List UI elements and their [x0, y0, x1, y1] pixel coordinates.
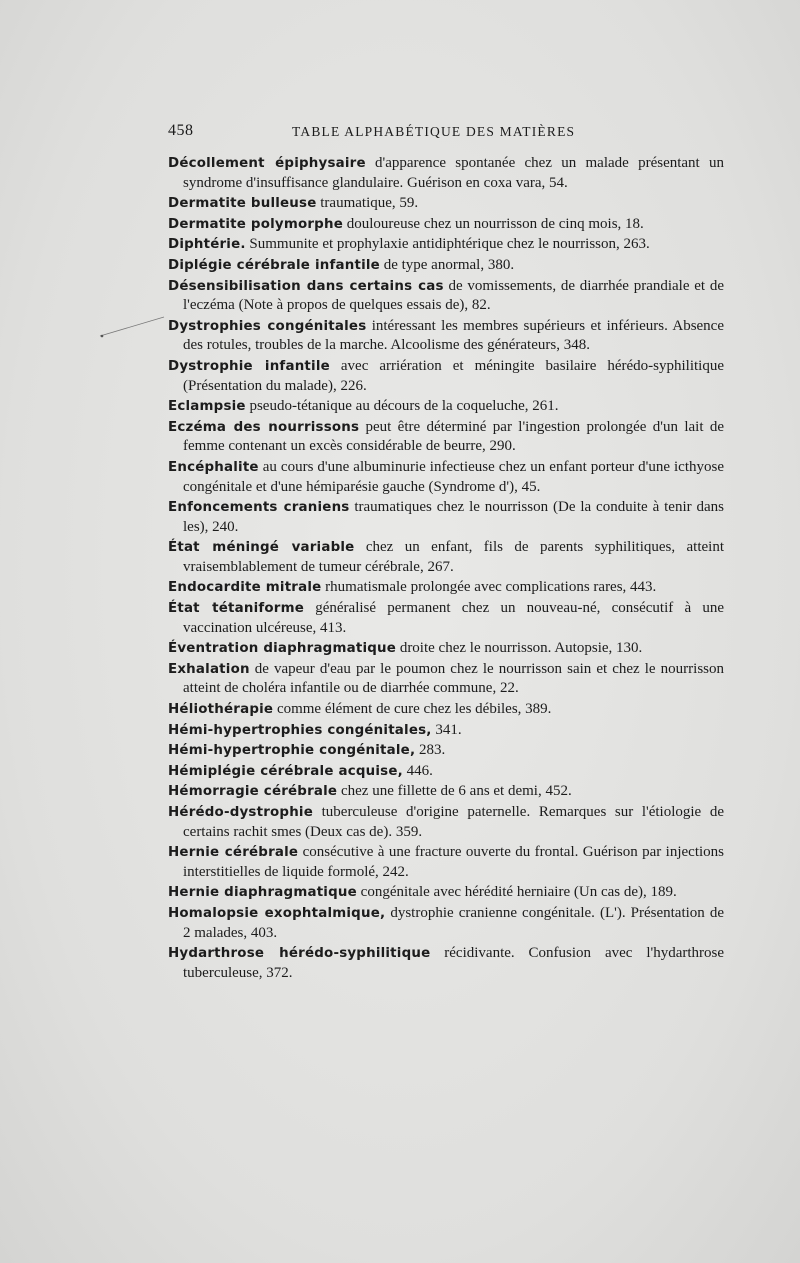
index-entry-term: Dystrophies congénitales	[168, 318, 367, 334]
index-entry-term: Hérédo-dystrophie	[168, 805, 313, 820]
index-entry-term: Hydarthrose hérédo-syphilitique	[168, 946, 431, 962]
index-entry	[168, 843, 724, 882]
index-entry-text: 283.	[415, 742, 446, 759]
index-entry	[168, 235, 724, 255]
index-entry	[168, 803, 724, 842]
index-entry	[168, 660, 724, 699]
index-entry-term: Désensibilisation dans certains cas	[168, 278, 444, 294]
index-entry	[168, 256, 724, 276]
index-entry-term: Hémorragie cérébrale	[168, 784, 338, 800]
index-entry-term: Hémi-hypertrophie congénitale,	[168, 743, 416, 759]
index-entry-term: Encéphalite	[168, 459, 259, 475]
index-entry-text: traumatique, 59.	[316, 195, 419, 212]
index-entry-term: Éventration diaphragmatique	[168, 641, 397, 657]
index-entry-text: de vapeur d'eau par le poumon chez le nourrisson sain et chez le nourrisson atteint de choléra infantile ou de diarrhée commune, 22.	[183, 660, 724, 697]
index-entry	[168, 904, 724, 943]
index-entry-text: de type anormal, 380.	[379, 256, 515, 273]
index-entry-term: Dermatite polymorphe	[168, 216, 343, 232]
index-entry-text: avec arriération et méningite basilaire hérédo-syphilitique (Présentation du malade), 226.	[183, 357, 724, 394]
index-entry-text: intéressant les membres supérieurs et inférieurs. Absence des rotules, troubles de la marche. Alcoolisme des générateurs, 348.	[183, 317, 725, 354]
index-entry-term: Endocardite mitrale	[168, 580, 322, 596]
index-entry	[168, 883, 724, 903]
index-entry-text: congénitale avec hérédité herniaire (Un cas de), 189.	[356, 884, 677, 901]
index-entry-text: pseudo-tétanique au décours de la coqueluche, 261.	[245, 398, 559, 415]
index-entry	[168, 578, 724, 598]
index-entry	[168, 599, 724, 638]
index-entry	[168, 277, 724, 316]
index-entry	[168, 194, 724, 214]
index-entry-text: peut être déterminé par l'ingestion prolongée d'un lait de femme contenant un excès considérable de beurre, 290.	[183, 418, 724, 455]
index-entry-term: Homalopsie exophtalmique,	[168, 905, 386, 921]
index-entry-text: rhumatismale prolongée avec complications rares, 443.	[321, 579, 657, 596]
index-entry-text: Summunite et prophylaxie antidiphtérique chez le nourrisson, 263.	[245, 236, 650, 253]
index-entry-text: de vomissements, de diarrhée prandiale et de l'eczéma (Note à propos de quelques essais de), 82.	[183, 277, 725, 314]
index-entry-term: Héliothérapie	[168, 702, 274, 718]
index-entry	[168, 154, 724, 193]
index-entry-term: Hernie cérébrale	[168, 845, 299, 861]
index-entry-term: État méningé variable	[168, 540, 355, 556]
index-entry-text: traumatiques chez le nourrisson (De la conduite à tenir dans les), 240.	[183, 499, 724, 535]
index-entry-text: chez un enfant, fils de parents syphilitiques, atteint vraisemblablement de tumeur cérébrale, 267.	[183, 539, 725, 575]
index-entry-term: État tétaniforme	[168, 601, 305, 617]
index-entry-text: dystrophie cranienne congénitale. (L'). Présentation de 2 malades, 403.	[183, 904, 725, 941]
index-entry	[168, 418, 724, 457]
index-entry	[168, 721, 724, 741]
index-entry-term: Exhalation	[168, 661, 250, 677]
index-entry	[168, 397, 724, 417]
index-entry-term: Enfoncements craniens	[168, 500, 350, 516]
index-entry-text: tuberculeuse d'origine paternelle. Remarques sur l'étiologie de certains rachit smes (Deux cas de). 359.	[183, 804, 724, 840]
pencil-mark-icon	[98, 314, 168, 338]
index-entry-text: d'apparence spontanée chez un malade présentant un syndrome d'insuffisance glandulaire. Guérison en coxa vara, 54.	[183, 155, 724, 191]
index-entry-term: Eclampsie	[168, 399, 246, 415]
index-entry-term: Eczéma des nourrissons	[168, 419, 360, 435]
index-entry	[168, 538, 724, 577]
index-entry	[168, 498, 724, 537]
index-entry-text: comme élément de cure chez les débiles, 389.	[273, 701, 552, 718]
index-entry	[168, 639, 724, 659]
index-entry-term: Diplégie cérébrale infantile	[168, 257, 380, 273]
index-entry-text: au cours d'une albuminurie infectieuse chez un enfant porteur d'une icthyose congénitale et d'une hémiparésie gauche (Syndrome d'), 45.	[183, 458, 724, 495]
index-entry-text: généralisé permanent chez un nouveau-né, consécutif à une vaccination ulcéreuse, 413.	[183, 600, 725, 636]
index-entry-term: Diphtérie.	[168, 237, 246, 253]
index-entry-list	[168, 154, 724, 984]
index-entry-term: Dystrophie infantile	[168, 358, 330, 374]
index-entry	[168, 944, 724, 983]
index-entry	[168, 700, 724, 720]
index-entry-text: douloureuse chez un nourrisson de cinq mois, 18.	[343, 215, 644, 232]
index-entry-text: récidivante. Confusion avec l'hydarthrose tuberculeuse, 372.	[183, 945, 725, 981]
running-head	[168, 122, 724, 142]
index-entry-term: Hernie diaphragmatique	[168, 885, 357, 901]
index-entry-term: Hémiplégie cérébrale acquise,	[168, 763, 403, 779]
index-entry	[168, 215, 724, 235]
index-entry	[168, 762, 724, 782]
index-entry	[168, 782, 724, 802]
index-entry	[168, 317, 724, 356]
page-number: 458	[168, 122, 194, 139]
index-entry-text: droite chez le nourrisson. Autopsie, 130.	[396, 640, 643, 657]
index-entry-text: consécutive à une fracture ouverte du frontal. Guérison par injections interstitielles de liquide formolé, 242.	[183, 844, 725, 880]
index-entry-text: chez une fillette de 6 ans et demi, 452.	[337, 783, 572, 800]
index-entry-text: 341.	[431, 721, 462, 738]
running-title: TABLE ALPHABÉTIQUE DES MATIÈRES	[292, 124, 576, 139]
index-entry-term: Décollement épiphysaire	[168, 156, 366, 171]
index-entry-text: 446.	[402, 762, 433, 779]
index-entry-term: Hémi-hypertrophies congénitales,	[168, 722, 432, 738]
index-entry	[168, 357, 724, 396]
index-entry	[168, 458, 724, 497]
index-entry	[168, 741, 724, 761]
index-entry-term: Dermatite bulleuse	[168, 196, 317, 212]
